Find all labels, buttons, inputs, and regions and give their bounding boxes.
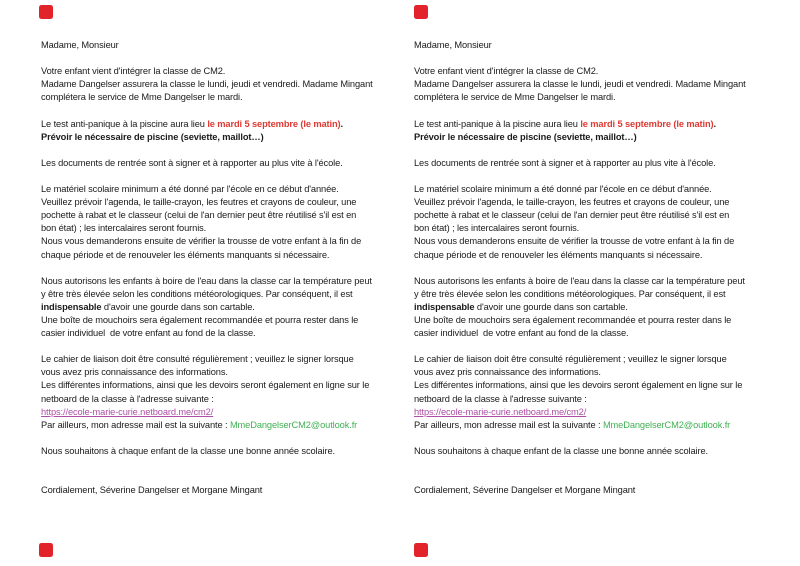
letter-line: [41, 78, 393, 91]
text-run: le mardi 5 septembre (le matin): [580, 118, 714, 129]
text-run: Nous autorisons les enfants à boire de l'eau dans la classe car la température peut: [414, 275, 745, 286]
letter-line: [41, 209, 393, 222]
text-run: Cordialement, Séverine Dangelser et Morgane Mingant: [41, 485, 263, 496]
letter-line: [414, 104, 766, 117]
text-run: Le test anti-panique à la piscine aura lieu: [41, 118, 208, 129]
text-run: complétera le service de Mme Dangelser le mardi.: [41, 92, 243, 103]
red-paragraph-marker-left-top: [39, 5, 53, 19]
text-run: Nous vous demanderons ensuite de vérifier la trousse de votre enfant à la fin de: [414, 236, 735, 247]
text-run: pochette à rabat et le classeur (celui de l'an dernier peut être réutilisé s'il est en: [414, 210, 730, 221]
text-run: Le cahier de liaison doit être consulté régulièrement ; veuillez le signer lorsque: [414, 354, 727, 365]
text-run: y être très élevée selon les conditions météorologiques. Par conséquent, il est: [414, 288, 726, 299]
letter-line: [414, 340, 766, 353]
letter-line: [41, 484, 393, 497]
text-run: Votre enfant vient d'intégrer la classe de CM2.: [41, 66, 226, 77]
text-run: chaque période et de renouveler les éléments manquants si nécessaire.: [41, 249, 330, 260]
letter-line: [41, 39, 393, 52]
text-run: Madame, Monsieur: [41, 40, 119, 50]
letter-line: [41, 301, 393, 314]
letter-line: [414, 471, 766, 484]
text-run: Les différentes informations, ainsi que les devoirs seront également en ligne sur le: [414, 380, 743, 391]
letter-line: [41, 118, 393, 131]
red-paragraph-marker-right-bottom: [414, 543, 428, 557]
letter-line: [41, 235, 393, 248]
text-run: Une boîte de mouchoirs sera également recommandée et pourra rester dans le: [414, 314, 732, 325]
letter-line: [414, 406, 766, 419]
letter-line: [414, 118, 766, 131]
text-run: Nous vous demanderons ensuite de vérifier la trousse de votre enfant à la fin de: [41, 236, 362, 247]
letter-line: [414, 157, 766, 170]
text-run: Prévoir le nécessaire de piscine (seviette, maillot…): [41, 131, 264, 142]
letter-line: [414, 52, 766, 65]
red-paragraph-marker-left-bottom: [39, 543, 53, 557]
text-run: le mardi 5 septembre (le matin): [207, 118, 341, 129]
text-run: casier individuel de votre enfant au fond de la classe.: [414, 328, 629, 339]
letter-line: [41, 275, 393, 288]
text-run: Les documents de rentrée sont à signer et à rapporter au plus vite à l'école.: [41, 157, 343, 168]
text-run: Le cahier de liaison doit être consulté régulièrement ; veuillez le signer lorsque: [41, 354, 354, 365]
letter-line: [41, 458, 393, 471]
text-run: Nous souhaitons à chaque enfant de la classe une bonne année scolaire.: [414, 445, 708, 456]
letter-line: [414, 419, 766, 432]
letter-copy-right: [414, 39, 766, 497]
text-run: .: [340, 118, 343, 129]
text-run: indispensable: [414, 301, 475, 312]
letter-line: [414, 65, 766, 78]
letter-line: [414, 131, 766, 144]
text-run: Le test anti-panique à la piscine aura lieu: [414, 118, 581, 129]
letter-line: [414, 366, 766, 379]
text-run: .: [713, 118, 716, 129]
text-run: bon état) ; les intercalaires seront fournis.: [41, 223, 207, 234]
letter-line: [414, 393, 766, 406]
letter-line: [41, 445, 393, 458]
text-run: netboard de la classe à l'adresse suivante :: [41, 393, 214, 404]
text-run: Le matériel scolaire minimum a été donné par l'école en ce début d'année.: [414, 184, 712, 195]
letter-line: [41, 65, 393, 78]
text-run: indispensable: [41, 301, 102, 312]
letter-line: [41, 379, 393, 392]
letter-line: [41, 196, 393, 209]
letter-line: [414, 144, 766, 157]
text-run: Veuillez prévoir l'agenda, le taille-crayon, les feutres et crayons de couleur, une: [414, 197, 730, 208]
letter-line: [41, 327, 393, 340]
letter-line: [414, 327, 766, 340]
letter-line: [41, 353, 393, 366]
netboard-url-link[interactable]: https://ecole-marie-curie.netboard.me/cm2/: [414, 406, 587, 417]
text-run: Par ailleurs, mon adresse mail est la suivante :: [414, 419, 603, 430]
text-run: pochette à rabat et le classeur (celui de l'an dernier peut être réutilisé s'il est en: [41, 210, 357, 221]
letter-line: [414, 288, 766, 301]
letter-line: [41, 222, 393, 235]
letter-line: [414, 458, 766, 471]
text-run: bon état) ; les intercalaires seront fournis.: [414, 223, 580, 234]
text-run: d'avoir une gourde dans son cartable.: [101, 301, 255, 312]
letter-line: [414, 353, 766, 366]
letter-line: [414, 209, 766, 222]
letter-line: [41, 91, 393, 104]
text-run: Les documents de rentrée sont à signer et à rapporter au plus vite à l'école.: [414, 157, 716, 168]
teacher-email-address[interactable]: MmeDangelserCM2@outlook.fr: [602, 419, 731, 430]
letter-line: [414, 301, 766, 314]
text-run: Le matériel scolaire minimum a été donné par l'école en ce début d'année.: [41, 184, 339, 195]
text-run: netboard de la classe à l'adresse suivante :: [414, 393, 587, 404]
letter-line: [41, 104, 393, 117]
text-run: chaque période et de renouveler les éléments manquants si nécessaire.: [414, 249, 703, 260]
text-run: Une boîte de mouchoirs sera également recommandée et pourra rester dans le: [41, 314, 359, 325]
letter-line: [41, 471, 393, 484]
letter-line: [41, 393, 393, 406]
letter-line: [414, 249, 766, 262]
letter-copy-left: [41, 39, 393, 497]
text-run: Prévoir le nécessaire de piscine (seviette, maillot…): [414, 131, 637, 142]
letter-line: [41, 52, 393, 65]
letter-line: [41, 183, 393, 196]
text-run: Nous souhaitons à chaque enfant de la classe une bonne année scolaire.: [41, 445, 335, 456]
netboard-url-link[interactable]: https://ecole-marie-curie.netboard.me/cm2/: [41, 406, 214, 417]
letter-line: [41, 249, 393, 262]
text-run: vous avez pris connaissance des informations.: [414, 367, 601, 378]
letter-line: [41, 406, 393, 419]
text-run: Madame Dangelser assurera la classe le lundi, jeudi et vendredi. Madame Mingant: [414, 79, 746, 90]
text-run: Nous autorisons les enfants à boire de l'eau dans la classe car la température peut: [41, 275, 372, 286]
letter-line: [414, 445, 766, 458]
text-run: Madame Dangelser assurera la classe le lundi, jeudi et vendredi. Madame Mingant: [41, 79, 373, 90]
red-paragraph-marker-right-top: [414, 5, 428, 19]
text-run: Veuillez prévoir l'agenda, le taille-crayon, les feutres et crayons de couleur, une: [41, 197, 357, 208]
letter-line: [414, 262, 766, 275]
text-run: Les différentes informations, ainsi que les devoirs seront également en ligne sur le: [41, 380, 370, 391]
text-run: y être très élevée selon les conditions météorologiques. Par conséquent, il est: [41, 288, 353, 299]
letter-line: [414, 183, 766, 196]
letter-line: [41, 170, 393, 183]
letter-line: [41, 314, 393, 327]
letter-line: [414, 222, 766, 235]
letter-line: [41, 419, 393, 432]
letter-line: [41, 288, 393, 301]
letter-line: [41, 262, 393, 275]
letter-line: [414, 91, 766, 104]
letter-line: [41, 144, 393, 157]
text-run: d'avoir une gourde dans son cartable.: [474, 301, 628, 312]
text-run: Par ailleurs, mon adresse mail est la suivante :: [41, 419, 230, 430]
text-run: Votre enfant vient d'intégrer la classe de CM2.: [414, 66, 599, 77]
letter-line: [414, 235, 766, 248]
letter-line: [414, 432, 766, 445]
letter-line: [414, 314, 766, 327]
letter-line: [41, 432, 393, 445]
letter-line: [414, 484, 766, 497]
letter-line: [41, 366, 393, 379]
letter-line: [414, 275, 766, 288]
letter-line: [41, 340, 393, 353]
letter-line: [414, 379, 766, 392]
teacher-email-address[interactable]: MmeDangelserCM2@outlook.fr: [229, 419, 358, 430]
letter-line: [414, 39, 766, 52]
text-run: vous avez pris connaissance des informations.: [41, 367, 228, 378]
text-run: Cordialement, Séverine Dangelser et Morgane Mingant: [414, 485, 636, 496]
text-run: complétera le service de Mme Dangelser le mardi.: [414, 92, 616, 103]
letter-line: [414, 196, 766, 209]
letter-line: [41, 157, 393, 170]
text-run: casier individuel de votre enfant au fond de la classe.: [41, 328, 256, 339]
text-run: Madame, Monsieur: [414, 40, 492, 50]
letter-line: [414, 170, 766, 183]
letter-line: [41, 131, 393, 144]
letter-line: [414, 78, 766, 91]
